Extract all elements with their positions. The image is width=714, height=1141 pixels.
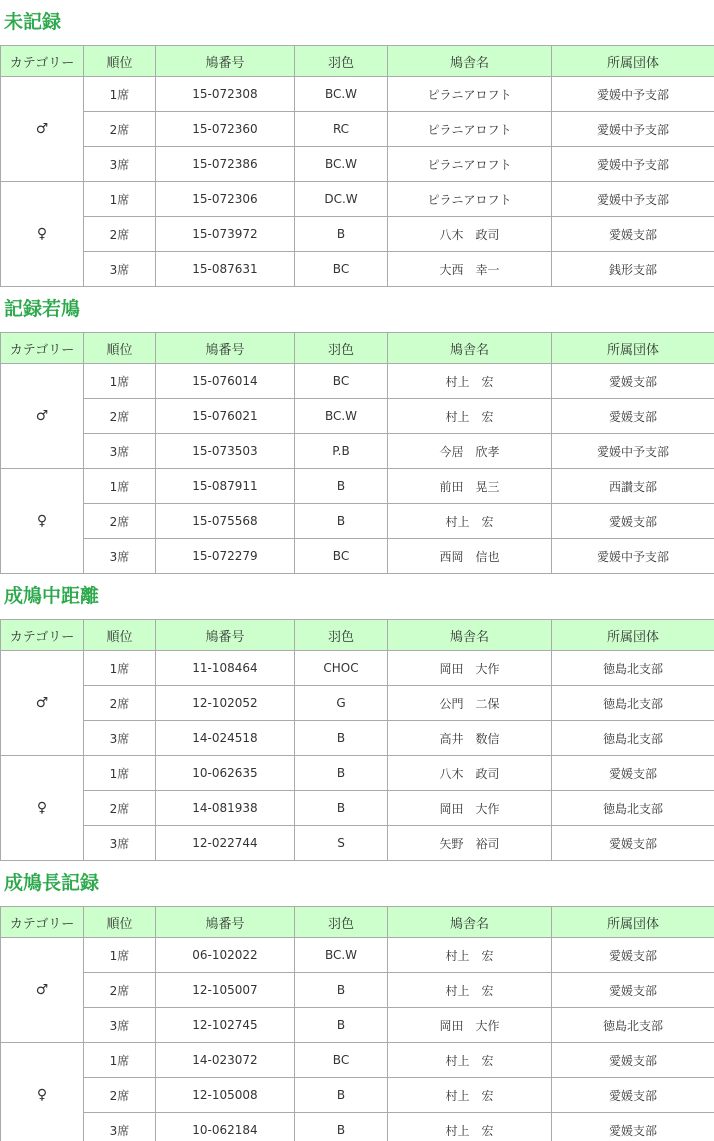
column-header: 所属団体 — [552, 333, 714, 364]
table-body — [1, 364, 714, 574]
club-cell: 愛媛中予支部 — [552, 77, 714, 112]
category-cell: ♀ — [1, 1043, 84, 1141]
column-header: カテゴリー — [1, 46, 84, 77]
loft-name-cell: 公門 二保 — [388, 686, 552, 721]
table-row — [1, 504, 714, 539]
club-cell: 愛媛支部 — [552, 973, 714, 1008]
column-header: 順位 — [84, 46, 156, 77]
club-cell: 徳島北支部 — [552, 1008, 714, 1043]
rank-cell: 1席 — [84, 756, 156, 791]
ring-number-cell: 15-072279 — [156, 539, 295, 574]
ring-number-cell: 15-076014 — [156, 364, 295, 399]
ring-number-cell: 12-102052 — [156, 686, 295, 721]
color-cell: B — [295, 217, 388, 252]
club-cell: 徳島北支部 — [552, 651, 714, 686]
club-cell: 愛媛中予支部 — [552, 147, 714, 182]
column-header: 鳩舎名 — [388, 907, 552, 938]
table-body — [1, 651, 714, 861]
category-cell: ♂ — [1, 364, 84, 469]
table-row — [1, 1078, 714, 1113]
color-cell: CHOC — [295, 651, 388, 686]
color-cell: S — [295, 826, 388, 861]
ring-number-cell: 15-087631 — [156, 252, 295, 287]
ring-number-cell: 15-075568 — [156, 504, 295, 539]
color-cell: DC.W — [295, 182, 388, 217]
column-header: 羽色 — [295, 907, 388, 938]
column-header: 鳩番号 — [156, 46, 295, 77]
loft-name-cell: ピラニアロフト — [388, 112, 552, 147]
rank-cell: 1席 — [84, 1043, 156, 1078]
ring-number-cell: 11-108464 — [156, 651, 295, 686]
color-cell: BC.W — [295, 77, 388, 112]
header-row — [1, 620, 714, 651]
rank-cell: 1席 — [84, 182, 156, 217]
rank-cell: 2席 — [84, 686, 156, 721]
loft-name-cell: 前田 晃三 — [388, 469, 552, 504]
loft-name-cell: ピラニアロフト — [388, 147, 552, 182]
column-header: 順位 — [84, 907, 156, 938]
color-cell: B — [295, 1113, 388, 1141]
table-row — [1, 539, 714, 574]
result-section — [0, 287, 714, 574]
table-row — [1, 721, 714, 756]
category-cell: ♀ — [1, 756, 84, 861]
loft-name-cell: 岡田 大作 — [388, 1008, 552, 1043]
rank-cell: 2席 — [84, 399, 156, 434]
club-cell: 愛媛支部 — [552, 1113, 714, 1141]
loft-name-cell: ピラニアロフト — [388, 77, 552, 112]
club-cell: 愛媛中予支部 — [552, 112, 714, 147]
table-row — [1, 651, 714, 686]
category-cell: ♀ — [1, 469, 84, 574]
results-table — [0, 332, 714, 574]
column-header: 鳩番号 — [156, 907, 295, 938]
table-row — [1, 469, 714, 504]
rank-cell: 1席 — [84, 651, 156, 686]
ring-number-cell: 14-023072 — [156, 1043, 295, 1078]
loft-name-cell: 村上 宏 — [388, 1078, 552, 1113]
header-row — [1, 333, 714, 364]
header-row — [1, 46, 714, 77]
loft-name-cell: 岡田 大作 — [388, 651, 552, 686]
loft-name-cell: 岡田 大作 — [388, 791, 552, 826]
rank-cell: 2席 — [84, 791, 156, 826]
loft-name-cell: 矢野 裕司 — [388, 826, 552, 861]
club-cell: 愛媛支部 — [552, 1078, 714, 1113]
column-header: 鳩舎名 — [388, 620, 552, 651]
loft-name-cell: 村上 宏 — [388, 1043, 552, 1078]
category-cell: ♂ — [1, 651, 84, 756]
table-row — [1, 434, 714, 469]
club-cell: 愛媛中予支部 — [552, 434, 714, 469]
ring-number-cell: 12-105007 — [156, 973, 295, 1008]
club-cell: 愛媛支部 — [552, 504, 714, 539]
club-cell: 愛媛支部 — [552, 399, 714, 434]
result-section — [0, 574, 714, 861]
rank-cell: 2席 — [84, 973, 156, 1008]
rank-cell: 2席 — [84, 1078, 156, 1113]
results-table — [0, 45, 714, 287]
ring-number-cell: 10-062184 — [156, 1113, 295, 1141]
table-row — [1, 77, 714, 112]
color-cell: BC.W — [295, 399, 388, 434]
ring-number-cell: 15-072386 — [156, 147, 295, 182]
rank-cell: 3席 — [84, 539, 156, 574]
table-row — [1, 399, 714, 434]
color-cell: B — [295, 469, 388, 504]
table-row — [1, 791, 714, 826]
color-cell: B — [295, 791, 388, 826]
rank-cell: 1席 — [84, 364, 156, 399]
ring-number-cell: 12-105008 — [156, 1078, 295, 1113]
category-cell: ♀ — [1, 182, 84, 287]
loft-name-cell: ピラニアロフト — [388, 182, 552, 217]
rank-cell: 3席 — [84, 1113, 156, 1141]
color-cell: B — [295, 1008, 388, 1043]
category-cell: ♂ — [1, 77, 84, 182]
loft-name-cell: 高井 数信 — [388, 721, 552, 756]
column-header: 順位 — [84, 620, 156, 651]
column-header: 鳩舎名 — [388, 333, 552, 364]
table-header — [1, 46, 714, 77]
table-row — [1, 217, 714, 252]
ring-number-cell: 12-022744 — [156, 826, 295, 861]
club-cell: 愛媛支部 — [552, 826, 714, 861]
ring-number-cell: 15-072360 — [156, 112, 295, 147]
table-body — [1, 938, 714, 1141]
table-header — [1, 333, 714, 364]
column-header: 羽色 — [295, 620, 388, 651]
rank-cell: 2席 — [84, 504, 156, 539]
ring-number-cell: 15-073972 — [156, 217, 295, 252]
club-cell: 愛媛中予支部 — [552, 182, 714, 217]
results-table — [0, 906, 714, 1141]
loft-name-cell: 八木 政司 — [388, 756, 552, 791]
rank-cell: 1席 — [84, 938, 156, 973]
club-cell: 徳島北支部 — [552, 721, 714, 756]
loft-name-cell: 村上 宏 — [388, 938, 552, 973]
color-cell: B — [295, 1078, 388, 1113]
club-cell: 愛媛支部 — [552, 364, 714, 399]
rank-cell: 2席 — [84, 112, 156, 147]
column-header: 鳩番号 — [156, 620, 295, 651]
column-header: 所属団体 — [552, 46, 714, 77]
loft-name-cell: 今居 欣孝 — [388, 434, 552, 469]
column-header: 順位 — [84, 333, 156, 364]
rank-cell: 3席 — [84, 1008, 156, 1043]
result-section — [0, 0, 714, 287]
ring-number-cell: 15-073503 — [156, 434, 295, 469]
color-cell: P.B — [295, 434, 388, 469]
club-cell: 徳島北支部 — [552, 791, 714, 826]
column-header: カテゴリー — [1, 620, 84, 651]
column-header: 鳩舎名 — [388, 46, 552, 77]
color-cell: BC — [295, 1043, 388, 1078]
loft-name-cell: 村上 宏 — [388, 399, 552, 434]
rank-cell: 1席 — [84, 77, 156, 112]
color-cell: B — [295, 721, 388, 756]
color-cell: G — [295, 686, 388, 721]
loft-name-cell: 村上 宏 — [388, 1113, 552, 1141]
ring-number-cell: 06-102022 — [156, 938, 295, 973]
table-row — [1, 182, 714, 217]
club-cell: 愛媛支部 — [552, 938, 714, 973]
column-header: 羽色 — [295, 333, 388, 364]
ring-number-cell: 10-062635 — [156, 756, 295, 791]
ring-number-cell: 12-102745 — [156, 1008, 295, 1043]
loft-name-cell: 村上 宏 — [388, 973, 552, 1008]
section-title: 成鳩中距離 — [4, 585, 100, 607]
color-cell: BC — [295, 539, 388, 574]
table-row — [1, 1113, 714, 1141]
table-row — [1, 826, 714, 861]
club-cell: 徳島北支部 — [552, 686, 714, 721]
loft-name-cell: 西岡 信也 — [388, 539, 552, 574]
table-row — [1, 252, 714, 287]
table-body — [1, 77, 714, 287]
column-header: 羽色 — [295, 46, 388, 77]
color-cell: BC — [295, 364, 388, 399]
column-header: 鳩番号 — [156, 333, 295, 364]
club-cell: 愛媛支部 — [552, 756, 714, 791]
rank-cell: 3席 — [84, 252, 156, 287]
club-cell: 銭形支部 — [552, 252, 714, 287]
table-row — [1, 756, 714, 791]
color-cell: BC — [295, 252, 388, 287]
club-cell: 愛媛支部 — [552, 217, 714, 252]
club-cell: 西讃支部 — [552, 469, 714, 504]
loft-name-cell: 八木 政司 — [388, 217, 552, 252]
club-cell: 愛媛中予支部 — [552, 539, 714, 574]
color-cell: RC — [295, 112, 388, 147]
table-row — [1, 1043, 714, 1078]
ring-number-cell: 15-087911 — [156, 469, 295, 504]
column-header: 所属団体 — [552, 620, 714, 651]
table-row — [1, 364, 714, 399]
category-cell: ♂ — [1, 938, 84, 1043]
color-cell: B — [295, 973, 388, 1008]
color-cell: BC.W — [295, 938, 388, 973]
section-title: 成鳩長記録 — [4, 872, 100, 894]
loft-name-cell: 村上 宏 — [388, 364, 552, 399]
ring-number-cell: 15-072306 — [156, 182, 295, 217]
rank-cell: 3席 — [84, 721, 156, 756]
section-title: 記録若鳩 — [4, 298, 81, 320]
club-cell: 愛媛支部 — [552, 1043, 714, 1078]
table-header — [1, 907, 714, 938]
table-row — [1, 973, 714, 1008]
table-row — [1, 1008, 714, 1043]
rank-cell: 2席 — [84, 217, 156, 252]
ring-number-cell: 15-072308 — [156, 77, 295, 112]
table-row — [1, 938, 714, 973]
results-table — [0, 619, 714, 861]
column-header: カテゴリー — [1, 907, 84, 938]
ring-number-cell: 14-024518 — [156, 721, 295, 756]
column-header: カテゴリー — [1, 333, 84, 364]
rank-cell: 3席 — [84, 434, 156, 469]
ring-number-cell: 15-076021 — [156, 399, 295, 434]
table-row — [1, 686, 714, 721]
result-section — [0, 861, 714, 1141]
header-row — [1, 907, 714, 938]
rank-cell: 3席 — [84, 147, 156, 182]
table-row — [1, 147, 714, 182]
rank-cell: 1席 — [84, 469, 156, 504]
section-title: 未記録 — [4, 11, 62, 33]
color-cell: B — [295, 504, 388, 539]
table-header — [1, 620, 714, 651]
rank-cell: 3席 — [84, 826, 156, 861]
loft-name-cell: 大西 幸一 — [388, 252, 552, 287]
loft-name-cell: 村上 宏 — [388, 504, 552, 539]
color-cell: B — [295, 756, 388, 791]
color-cell: BC.W — [295, 147, 388, 182]
ring-number-cell: 14-081938 — [156, 791, 295, 826]
table-row — [1, 112, 714, 147]
column-header: 所属団体 — [552, 907, 714, 938]
